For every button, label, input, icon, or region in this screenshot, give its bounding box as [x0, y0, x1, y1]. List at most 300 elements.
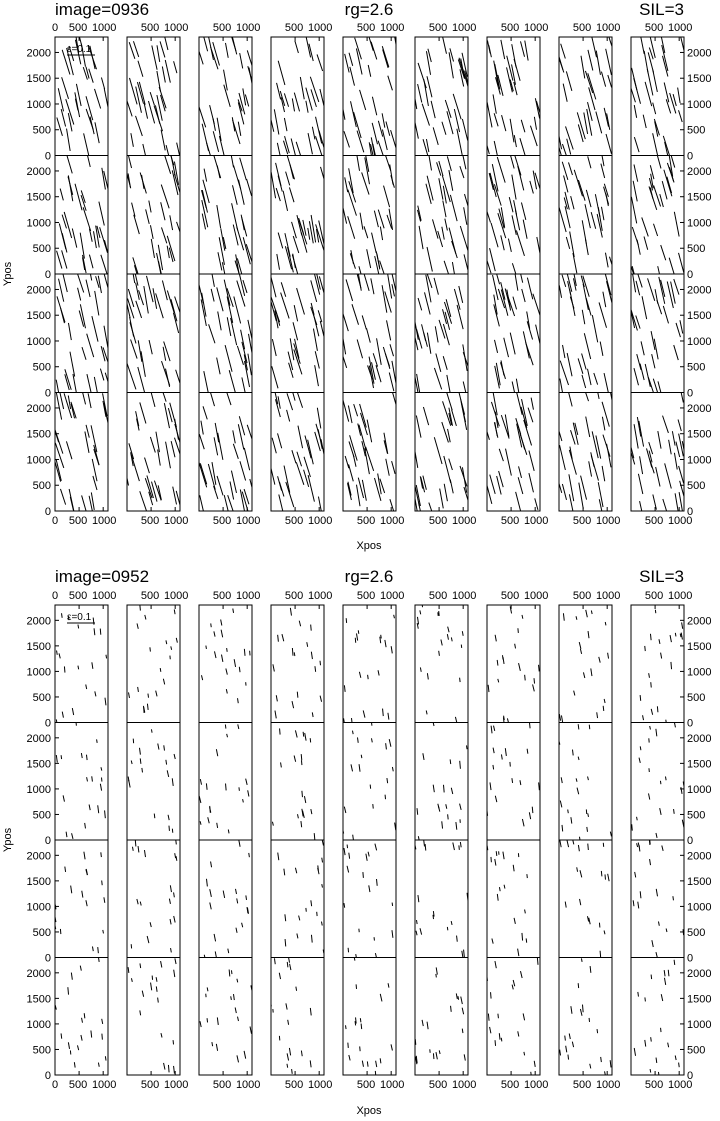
panel-r4-c9: [631, 958, 711, 1083]
panel-r2-c4: [271, 723, 324, 841]
whisker: [272, 822, 273, 826]
whisker: [608, 653, 609, 659]
x-tick-label-top: 1000: [163, 590, 189, 602]
panel-r2-c2: [127, 723, 180, 841]
whisker: [445, 386, 452, 410]
whiskers: [487, 846, 527, 956]
whisker: [670, 635, 671, 642]
whisker: [84, 852, 85, 860]
panel-r4-c9: [627, 386, 711, 521]
whisker: [440, 489, 444, 509]
x-tick-label-bottom: 500: [140, 1079, 160, 1091]
whisker: [497, 157, 505, 183]
whisker: [221, 619, 222, 625]
whiskers: [270, 384, 325, 517]
whisker: [568, 810, 569, 814]
whisker: [286, 172, 290, 186]
whisker: [650, 859, 651, 865]
whisker: [581, 56, 585, 79]
whisker: [601, 72, 605, 87]
whisker: [566, 71, 572, 91]
whiskers: [197, 268, 253, 395]
whisker: [304, 470, 309, 487]
whisker: [131, 133, 134, 147]
whisker: [59, 653, 60, 658]
whisker: [129, 42, 135, 59]
panel-frame: [415, 958, 468, 1076]
whisker: [60, 189, 63, 201]
whisker: [308, 228, 310, 240]
whisker: [350, 67, 355, 86]
x-tick-label-top: 500: [572, 22, 592, 34]
whisker: [501, 40, 505, 59]
whiskers: [560, 839, 609, 959]
whisker: [302, 791, 303, 797]
x-tick-label-top: 1000: [235, 22, 261, 34]
whisker: [311, 809, 312, 814]
y-axis-label: Ypos: [2, 827, 14, 853]
x-tick-label-bottom: 500: [500, 1079, 520, 1091]
whisker: [486, 427, 490, 440]
panel-r2-c8: [559, 723, 612, 843]
header-sil-label: SIL=3: [639, 567, 684, 586]
whisker: [305, 435, 311, 458]
epsilon-label: ε=0.1: [67, 44, 92, 55]
panel-r3-c5: [340, 268, 396, 393]
whisker: [665, 776, 666, 780]
whisker: [388, 713, 389, 720]
whisker: [380, 1058, 381, 1063]
whisker: [206, 646, 207, 649]
whiskers: [199, 381, 254, 521]
whisker: [427, 1022, 428, 1029]
whisker: [513, 865, 514, 871]
whiskers: [559, 610, 608, 723]
whiskers: [272, 728, 314, 840]
whisker: [568, 162, 572, 175]
whisker: [292, 98, 294, 111]
whisker: [361, 755, 362, 758]
whisker: [525, 910, 526, 914]
x-tick-label-top: 1000: [235, 590, 261, 602]
panel-frame: [559, 958, 612, 1076]
panel-r3-c3: [199, 840, 252, 959]
whisker: [221, 655, 222, 662]
whisker: [295, 730, 297, 737]
whisker: [385, 353, 389, 366]
whisker: [285, 914, 286, 921]
whisker: [356, 633, 357, 640]
whisker: [363, 710, 365, 717]
whisker: [311, 935, 312, 943]
whisker: [84, 133, 89, 155]
whisker: [387, 271, 391, 298]
whisker: [233, 444, 238, 459]
whisker: [460, 804, 462, 810]
whisker: [594, 373, 598, 385]
whisker: [299, 916, 300, 921]
whisker: [485, 206, 490, 222]
y-tick-label: 1500: [687, 428, 712, 441]
x-tick-label-bottom: 1000: [163, 515, 189, 527]
whisker: [562, 275, 566, 287]
header-image-label: image=0952: [55, 567, 150, 586]
whisker: [213, 42, 220, 65]
whisker: [315, 666, 316, 672]
x-tick-label-top: 1000: [91, 590, 117, 602]
whisker: [666, 929, 667, 933]
whisker: [371, 42, 377, 60]
whisker: [380, 994, 382, 1002]
panel-frame: [199, 958, 252, 1076]
y-tick-label: 1000: [26, 783, 51, 796]
whisker: [221, 630, 223, 638]
x-tick-label-bottom: 1000: [451, 515, 477, 527]
whisker: [87, 334, 94, 357]
whisker: [68, 323, 71, 340]
whisker: [140, 402, 146, 423]
whisker: [530, 181, 534, 194]
whisker: [679, 1063, 680, 1068]
panel-r2-c5: [343, 148, 396, 285]
whisker: [360, 1018, 361, 1022]
whisker: [140, 902, 141, 906]
whisker: [86, 96, 93, 120]
whisker: [216, 749, 217, 756]
y-tick-label: 1500: [26, 758, 51, 771]
y-axis-label: Ypos: [2, 261, 14, 287]
whisker: [662, 181, 667, 199]
whisker: [559, 285, 561, 297]
whisker: [516, 230, 524, 255]
whisker: [634, 105, 636, 118]
whiskers: [557, 385, 614, 520]
whisker: [562, 162, 568, 180]
whisker: [200, 821, 201, 825]
whisker: [297, 692, 298, 698]
whisker: [601, 1057, 602, 1062]
whisker: [105, 373, 109, 387]
whisker: [342, 352, 347, 368]
whisker: [348, 216, 355, 239]
whisker: [463, 155, 466, 170]
whisker: [457, 129, 462, 155]
whisker: [349, 53, 353, 66]
whisker: [382, 113, 385, 127]
y-tick-label: 2000: [26, 402, 51, 415]
whisker: [151, 983, 152, 991]
whisker: [663, 416, 669, 433]
whisker: [101, 77, 104, 89]
whisker: [532, 807, 533, 813]
whisker: [154, 814, 155, 819]
panel-r1-c9: [627, 30, 711, 163]
whisker: [539, 665, 540, 672]
panel-r2-c9: [627, 145, 711, 284]
panel-frame: [559, 840, 612, 958]
panel-frame: [631, 605, 684, 723]
whisker: [200, 1021, 201, 1027]
whisker: [664, 978, 665, 985]
whisker: [367, 249, 371, 268]
whisker: [388, 76, 393, 91]
whisker: [237, 979, 238, 983]
whisker: [657, 300, 662, 314]
whisker: [384, 186, 390, 208]
whisker: [248, 790, 249, 796]
epsilon-label: ε=0.1: [67, 612, 92, 623]
whisker: [212, 1042, 213, 1046]
whisker: [201, 421, 203, 435]
whisker: [581, 958, 582, 962]
whisker: [129, 156, 132, 168]
whiskers: [57, 147, 108, 274]
whiskers: [127, 150, 182, 283]
whisker: [346, 279, 353, 300]
whisker: [487, 102, 492, 127]
whisker: [176, 370, 180, 383]
whisker: [162, 389, 166, 402]
y-tick-label: 500: [32, 361, 51, 374]
whisker: [231, 318, 237, 345]
whisker: [603, 706, 604, 711]
whisker: [417, 920, 418, 924]
whisker: [560, 1050, 561, 1056]
whisker: [158, 261, 163, 283]
whiskers: [202, 153, 252, 286]
whisker: [638, 992, 639, 997]
whisker: [102, 168, 106, 190]
whisker: [424, 840, 425, 846]
whisker: [368, 852, 369, 857]
whisker: [610, 832, 611, 837]
whisker: [247, 179, 252, 196]
whisker: [297, 934, 298, 939]
whisker: [495, 635, 496, 642]
whisker: [214, 437, 218, 455]
y-tick-label: 0: [687, 952, 694, 965]
x-tick-label-bottom: 500: [212, 515, 232, 527]
whisker: [501, 754, 502, 759]
whisker: [238, 1017, 239, 1021]
whisker: [649, 673, 650, 678]
y-tick-label: 0: [687, 269, 694, 281]
whisker: [499, 1033, 500, 1040]
whisker: [207, 381, 214, 406]
x-tick-label-bottom: 500: [140, 515, 160, 527]
whisker: [675, 1056, 676, 1060]
whisker: [415, 322, 418, 340]
whisker: [322, 858, 323, 863]
y-tick-label: 0: [44, 387, 51, 400]
panel-r3-c4: [271, 838, 324, 957]
whisker: [131, 978, 132, 982]
panel-r1-c6: [415, 604, 468, 723]
panel-r3-c2: [127, 839, 180, 958]
x-tick-label-bottom: 1000: [595, 515, 621, 527]
whisker: [165, 60, 170, 83]
whisker: [317, 408, 320, 429]
y-tick-label: 1500: [26, 191, 51, 204]
whisker: [462, 1029, 463, 1033]
whisker: [494, 726, 495, 731]
whisker: [348, 190, 357, 216]
whisker: [582, 375, 586, 388]
whisker: [461, 399, 466, 422]
whisker: [385, 640, 386, 647]
y-tick-label: 1000: [26, 217, 51, 230]
panel-r1-c5: [343, 605, 396, 726]
whisker: [650, 634, 651, 640]
whisker: [345, 456, 349, 468]
whisker: [442, 122, 446, 135]
x-tick-label-bottom: 500: [500, 515, 520, 527]
whisker: [527, 749, 528, 754]
whisker: [144, 103, 147, 118]
whisker: [502, 655, 503, 659]
whisker: [447, 634, 448, 640]
whisker: [439, 1050, 440, 1054]
whisker: [672, 431, 675, 445]
whisker: [460, 761, 461, 769]
whisker: [589, 725, 590, 729]
whisker: [656, 889, 657, 896]
whisker: [633, 181, 637, 202]
whisker: [586, 417, 590, 437]
whisker: [57, 118, 63, 136]
whisker: [292, 1069, 293, 1074]
x-tick-label-top: 500: [644, 22, 664, 34]
whisker: [75, 267, 83, 292]
whisker: [597, 712, 598, 718]
whisker: [676, 323, 680, 337]
whisker: [489, 173, 493, 190]
whisker: [443, 201, 446, 218]
whisker: [632, 824, 633, 830]
whisker: [101, 255, 107, 275]
whisker: [340, 305, 348, 331]
panel-r4-c5: [343, 392, 397, 511]
panel-frame: [415, 840, 468, 958]
whisker: [58, 88, 63, 111]
whisker: [533, 684, 535, 691]
whisker: [76, 720, 77, 726]
whisker: [588, 813, 589, 817]
whisker: [204, 371, 209, 393]
whisker: [142, 768, 143, 773]
whisker: [526, 342, 534, 365]
whisker: [383, 148, 391, 171]
whisker: [209, 324, 215, 343]
whisker: [452, 262, 455, 280]
whisker: [352, 304, 359, 324]
panel-frame: [487, 958, 540, 1076]
whisker: [344, 685, 345, 692]
whisker: [292, 450, 296, 463]
whisker: [284, 118, 287, 131]
whisker: [201, 27, 207, 51]
whisker: [78, 666, 79, 670]
whisker: [443, 401, 451, 425]
whisker: [416, 415, 421, 437]
whisker: [464, 254, 468, 269]
whisker: [674, 212, 679, 237]
whisker: [495, 859, 496, 866]
whisker: [604, 930, 605, 934]
whisker: [652, 940, 653, 947]
whisker: [392, 767, 393, 771]
whisker: [563, 613, 564, 620]
whisker: [238, 724, 239, 729]
whisker: [381, 635, 382, 639]
whisker: [503, 852, 504, 860]
whisker: [419, 226, 423, 249]
whisker: [537, 958, 538, 965]
whisker: [100, 369, 103, 381]
whisker: [156, 691, 157, 697]
whisker: [228, 949, 229, 953]
whisker: [427, 673, 428, 679]
whisker: [663, 136, 669, 156]
whisker: [650, 726, 651, 730]
whisker: [86, 900, 87, 906]
whisker: [638, 902, 639, 909]
x-tick-label-bottom: 500: [428, 515, 448, 527]
whisker: [161, 1033, 162, 1037]
whisker: [301, 1051, 302, 1057]
whisker: [529, 812, 530, 819]
whisker: [72, 833, 73, 839]
whisker: [56, 755, 57, 762]
whisker: [217, 287, 223, 311]
whisker: [436, 974, 437, 978]
whisker: [278, 396, 280, 408]
whisker: [378, 121, 382, 137]
whisker: [86, 755, 87, 760]
whisker: [585, 204, 590, 228]
whisker: [582, 354, 587, 370]
whisker: [639, 758, 640, 763]
whisker: [637, 817, 638, 821]
whisker: [294, 755, 296, 761]
whisker: [571, 196, 574, 209]
whisker: [382, 285, 387, 313]
whisker: [308, 475, 314, 502]
x-tick-label-bottom: 500: [284, 1079, 304, 1091]
whisker: [578, 180, 585, 201]
whiskers: [55, 955, 106, 1068]
whisker: [583, 672, 584, 678]
whisker: [133, 41, 138, 57]
x-tick-label-bottom: 1000: [91, 515, 117, 527]
x-tick-label-bottom: 0: [51, 515, 59, 527]
x-tick-label-top: 500: [140, 22, 160, 34]
whisker: [214, 486, 218, 499]
whisker: [451, 1006, 452, 1012]
x-tick-label-top: 500: [500, 22, 520, 34]
y-tick-label: 0: [44, 1070, 51, 1082]
x-tick-label-top: 1000: [307, 22, 333, 34]
whisker: [323, 950, 324, 954]
whisker: [66, 441, 72, 459]
whisker: [320, 321, 324, 337]
whisker: [653, 70, 658, 92]
whisker: [242, 342, 247, 363]
whisker: [359, 672, 360, 678]
whisker: [596, 51, 600, 75]
panel-r2-c1: [26, 717, 108, 847]
whisker: [584, 112, 588, 133]
